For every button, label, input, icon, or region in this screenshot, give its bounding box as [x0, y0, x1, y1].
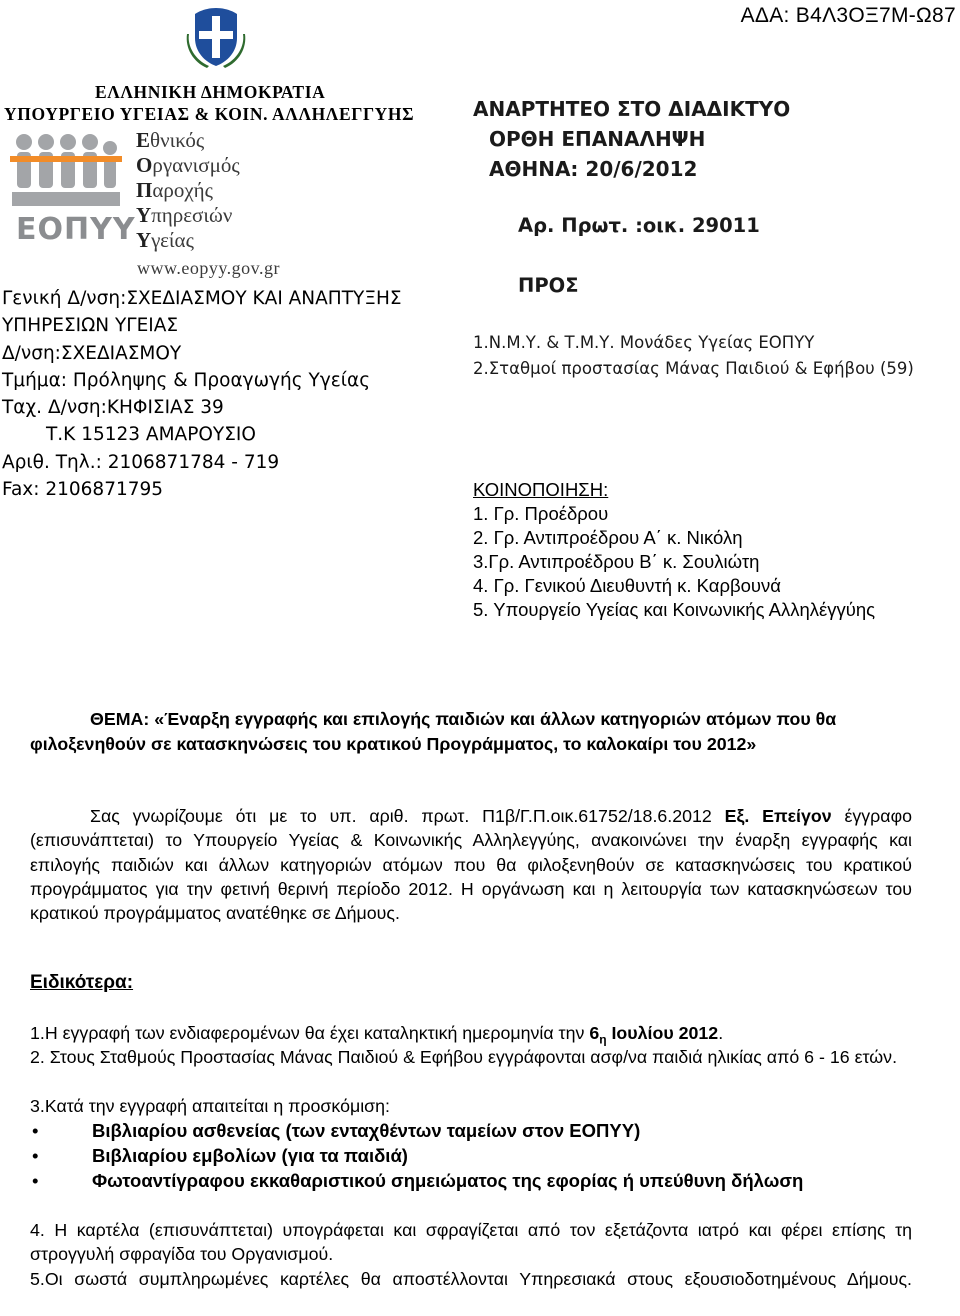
recipient-item: 1.Ν.Μ.Υ. & Τ.Μ.Υ. Μονάδες Υγείας ΕΟΠΥΥ [473, 333, 815, 352]
notification-item: 5. Υπουργείο Υγείας και Κοινωνικής Αλληλέγγύης [473, 599, 876, 620]
eopyy-logo-text: ΕΟΠΥΥ [16, 212, 136, 247]
sender-line: Fax: 2106871795 [2, 479, 164, 501]
republic-title: ΕΛΛΗΝΙΚΗ ΔΗΜΟΚΡΑΤΙΑ [95, 82, 326, 102]
document-header [473, 94, 790, 184]
sender-line: Γενική Δ/νση:ΣΧΕΔΙΑΣΜΟΥ ΚΑΙ ΑΝΑΠΤΥΞΗΣ [2, 288, 402, 309]
bullet-item: • Βιβλιαρίου ασθενείας (των ενταχθέντων ταμείων στον ΕΟΠΥΥ) [32, 1120, 641, 1141]
notification-label: ΚΟΙΝΟΠΟΙΗΣΗ: [473, 479, 609, 500]
recipients [473, 330, 914, 382]
ministry-title: ΥΠΟΥΡΓΕΙΟ ΥΓΕΙΑΣ & ΚΟΙΝ. ΑΛΛΗΛΕΓΓΥΗΣ [4, 104, 415, 124]
required-documents-list [30, 1118, 803, 1193]
notification-item: 3.Γρ. Αντιπροέδρου Β΄ κ. Σουλιώτη [473, 551, 760, 572]
correct-repeat: ΟΡΘΗ ΕΠΑΝΑΛΗΨΗ [489, 127, 706, 151]
item-1: 1.Η εγγραφή των ενδιαφερομένων θα έχει καταληκτική ημερομηνία την $6_\eta$ Ιουλίου 2012. [30, 1023, 724, 1047]
website-link[interactable]: www.eopyy.gov.gr [137, 258, 280, 278]
notification-item: 2. Γρ. Αντιπροέδρου Α΄ κ. Νικόλη [473, 527, 743, 548]
specifically-heading: Ειδικότερα: [30, 972, 134, 993]
sender-line: Δ/νση:ΣΧΕΔΙΑΣΜΟΥ [2, 342, 182, 364]
sender-line: ΥΠΗΡΕΣΙΩΝ ΥΓΕΙΑΣ [2, 315, 179, 337]
subject: ΘΕΜΑ: «Έναρξη εγγραφής και επιλογής παιδιών και άλλων κατηγοριών ατόμων που θα φιλοξενηθούν σε κατασκηνώσεις του κρατικού Προγράμματος, το καλοκαίρι του 2012» [30, 709, 837, 754]
org-line-3: Παροχής [136, 178, 213, 202]
org-line-4: Υπηρεσιών [136, 203, 233, 227]
item-5: 5.Οι σωστά συμπληρωμένες καρτέλες θα αποστέλλονται Υπηρεσιακά στους εξουσιοδοτημένους Δήμους. [30, 1269, 912, 1289]
sender-line: Ταχ. Δ/νση:ΚΗΦΙΣΙΑΣ 39 [2, 397, 224, 419]
date-line: ΑΘΗΝΑ: 20/6/2012 [489, 157, 698, 181]
notifications [473, 478, 875, 622]
notification-item: 1. Γρ. Προέδρου [473, 503, 609, 524]
greek-coat-of-arms-icon [183, 4, 249, 70]
bullet-item: • Βιβλιαρίου εμβολίων (για τα παιδιά) [32, 1145, 408, 1166]
sender-line: Αριθ. Τηλ.: 2106871784 - 719 [2, 451, 280, 473]
bullet-item: • Φωτοαντίγραφου εκκαθαριστικού σημειώματος της εφορίας ή υπεύθυνη δήλωση [32, 1170, 804, 1191]
item-2: 2. Στους Σταθμούς Προστασίας Μάνας Παιδιού & Εφήβου εγγράφονται ασφ/να παιδιά ηλικίας από 6 - 16 ετών. [30, 1047, 898, 1067]
org-line-2: Οργανισμός [136, 153, 240, 177]
org-line-1: Εθνικός [136, 128, 205, 152]
sender-line: Τ.Κ 15123 ΑΜΑΡΟΥΣΙΟ [46, 424, 256, 446]
sender-block [2, 285, 402, 503]
sender-line: Τμήμα: Πρόληψης & Προαγωγής Υγείας [2, 369, 371, 391]
protocol-number: Αρ. Πρωτ. :οικ. 29011 [518, 214, 760, 237]
intro-paragraph: Σας γνωρίζουμε ότι με το υπ. αριθ. πρωτ. Π1β/Γ.Π.οικ.61752/18.6.2012 Εξ. Επείγον έγγραφο (επισυνάπτεται) το Υπουργείο Υγείας & Κοινωνικής Αλληλεγγύης, ανακοινώνει την έναρξη εγγραφής και επιλογής παιδιών και άλλων κατηγοριών ατόμων που θα φιλοξενηθούν σε κατασκηνώσεις του κρατικού προγράμματος για την φετινή θερινή περίοδο 2012. Η οργάνωση και η λειτουργία των κατασκηνώσεων του κρατικού προγράμματος ανατέθηκε σε Δήμους. [30, 806, 912, 924]
notification-item: 4. Γρ. Γενικού Διευθυντή κ. Καρβουνά [473, 575, 781, 596]
eopyy-logo-icon [10, 128, 122, 210]
to-label: ΠΡΟΣ [518, 274, 579, 297]
org-line-5: Υγείας [136, 228, 194, 252]
ada-code: ΑΔΑ: Β4Λ3ΟΞ7Μ-Ω87 [740, 4, 956, 27]
item-3: 3.Κατά την εγγραφή απαιτείται η προσκόμιση: [30, 1096, 390, 1116]
recipient-item: 2.Σταθμοί προστασίας Μάνας Παιδιού & Εφήβου (59) [473, 359, 914, 378]
item-4: 4. Η καρτέλα (επισυνάπτεται) υπογράφεται και σφραγίζεται από τον εξετάζοντα ιατρό και φέρει επίσης τη στρογγυλή σφραγίδα του Οργανισμού. [30, 1220, 912, 1265]
post-notice: ΑΝΑΡΤΗΤΕΟ ΣΤΟ ΔΙΑΔΙΚΤΥΟ [473, 97, 791, 121]
